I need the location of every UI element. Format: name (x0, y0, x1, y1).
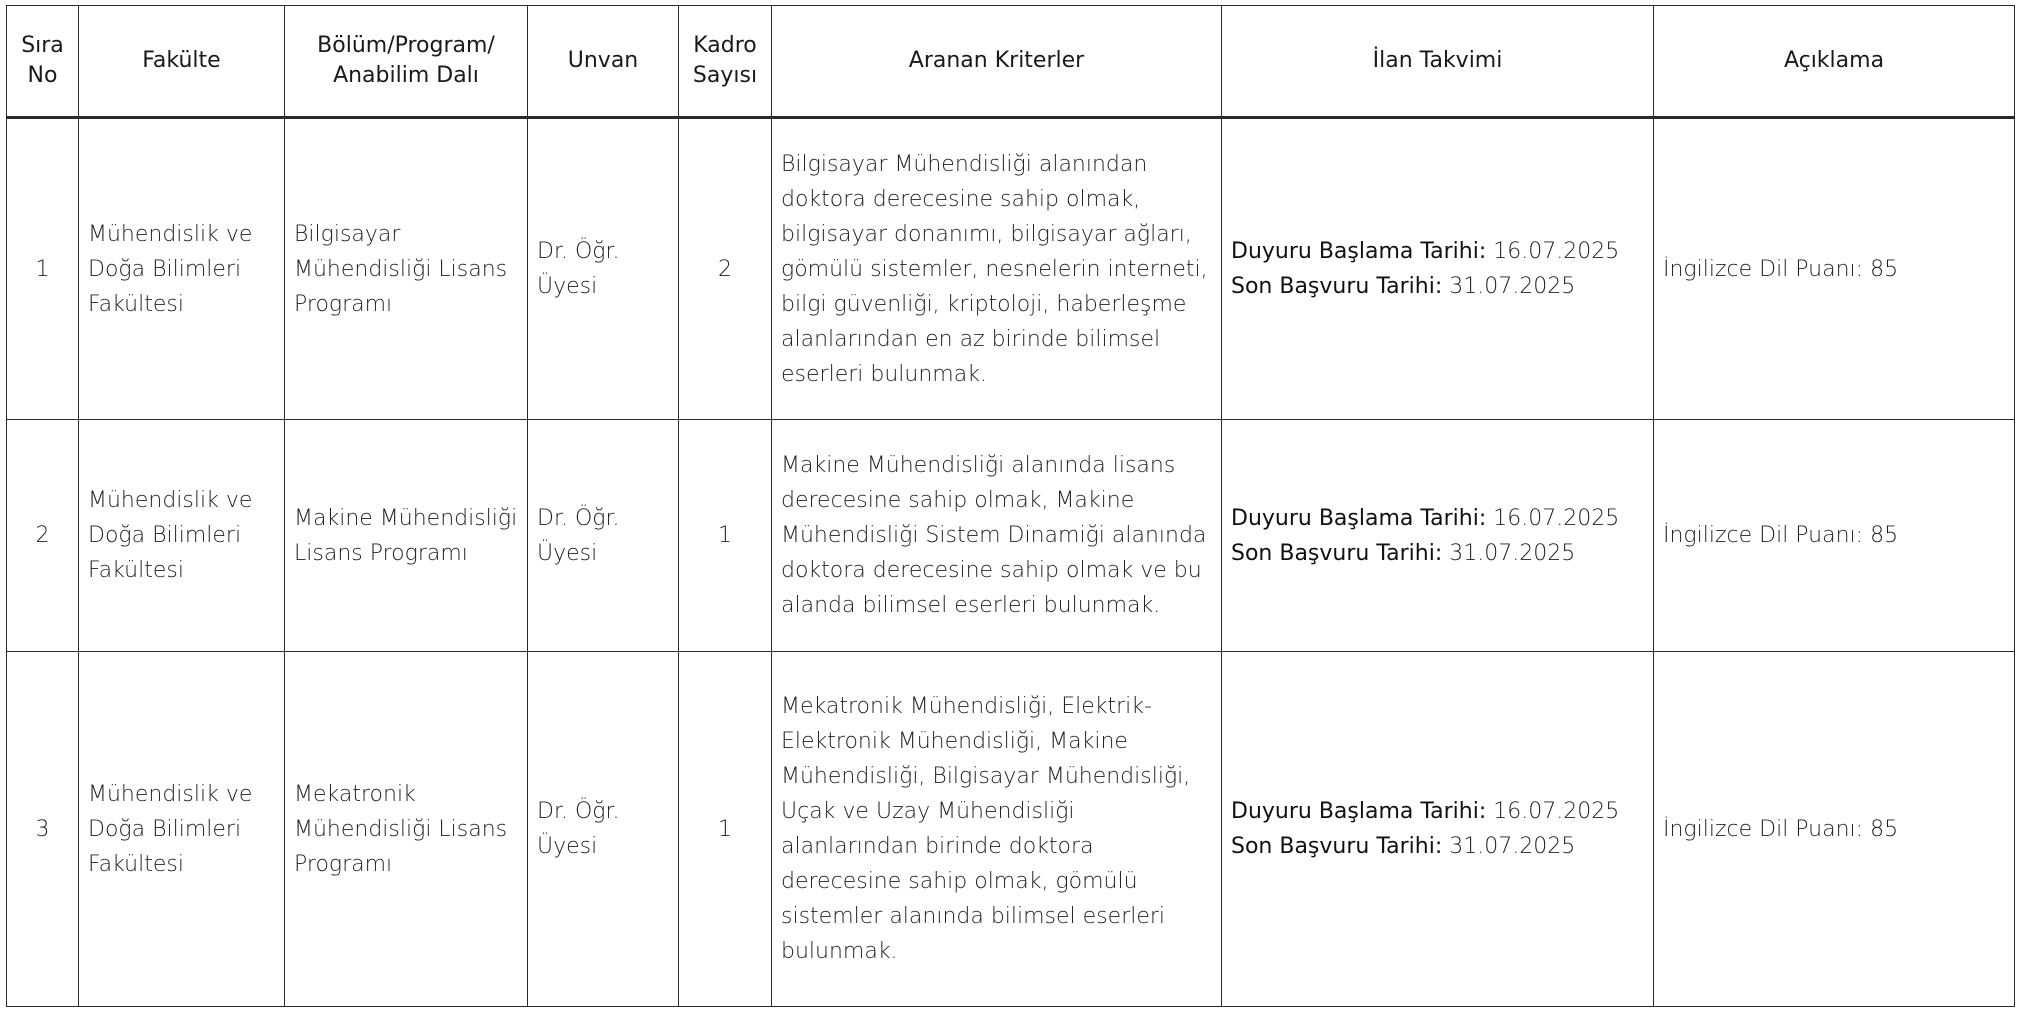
header-bolum: Bölüm/Program/ Anabilim Dalı (285, 6, 528, 118)
cell-kriterler: Mekatronik Mühendisliği, Elektrik-Elektronik Mühendisliği, Makine Mühendisliği, Bilgisayar Mühendisliği, Uçak ve Uzay Mühendisliği alanlarından birinde doktora derecesine sahip olmak, gömülü sistemler alanında bilimsel eserleri bulunmak. (772, 652, 1222, 1007)
cell-takvim (1222, 118, 1654, 420)
start-date-line: Duyuru Başlama Tarihi: 16.07.2025 (1231, 505, 1620, 531)
start-date-value: 16.07.2025 (1493, 239, 1620, 264)
start-date-line: Duyuru Başlama Tarihi: 16.07.2025 (1231, 799, 1620, 824)
end-date-value: 31.07.2025 (1449, 540, 1576, 566)
header-sira-no: Sıra No (7, 6, 79, 118)
table-header-row (7, 6, 2015, 118)
cell-bolum: Makine Mühendisliği Lisans Programı (285, 420, 528, 652)
end-date-line: Son Başvuru Tarihi: 31.07.2025 (1231, 540, 1576, 566)
position-listing-table (6, 5, 2015, 1007)
end-date-label: Son Başvuru Tarihi (1231, 274, 1435, 299)
cell-takvim (1222, 420, 1654, 652)
cell-unvan: Dr. Öğr. Üyesi (528, 420, 679, 652)
end-date-value: 31.07.2025 (1449, 274, 1576, 299)
cell-unvan: Dr. Öğr. Üyesi (528, 652, 679, 1007)
start-date-value: 16.07.2025 (1493, 505, 1620, 531)
table-row (7, 420, 2015, 652)
cell-kriterler: Bilgisayar Mühendisliği alanından doktora derecesine sahip olmak, bilgisayar donanımı, bilgisayar ağları, gömülü sistemler, nesnelerin interneti, bilgi güvenliği, kriptoloji, haberleşme alanlarından en az birinde bilimsel eserleri bulunmak. (772, 118, 1222, 420)
cell-takvim (1222, 652, 1654, 1007)
cell-fakulte: Mühendislik ve Doğa Bilimleri Fakültesi (79, 420, 285, 652)
header-kriterler: Aranan Kriterler (772, 6, 1222, 118)
cell-kadro: 1 (679, 420, 772, 652)
header-fakulte: Fakülte (79, 6, 285, 118)
cell-sira-no: 2 (7, 420, 79, 652)
start-date-label: Duyuru Başlama Tarihi (1231, 505, 1479, 531)
header-takvim: İlan Takvimi (1222, 6, 1654, 118)
header-aciklama: Açıklama (1654, 6, 2015, 118)
cell-fakulte: Mühendislik ve Doğa Bilimleri Fakültesi (79, 118, 285, 420)
cell-bolum: Mekatronik Mühendisliği Lisans Programı (285, 652, 528, 1007)
start-date-value: 16.07.2025 (1493, 799, 1620, 824)
table-row (7, 118, 2015, 420)
table-row (7, 652, 2015, 1007)
start-date-label: Duyuru Başlama Tarihi (1231, 239, 1479, 264)
start-date-label: Duyuru Başlama Tarihi (1231, 799, 1479, 824)
cell-bolum: Bilgisayar Mühendisliği Lisans Programı (285, 118, 528, 420)
cell-unvan: Dr. Öğr. Üyesi (528, 118, 679, 420)
cell-sira-no: 3 (7, 652, 79, 1007)
header-unvan: Unvan (528, 6, 679, 118)
cell-aciklama: İngilizce Dil Puanı: 85 (1654, 652, 2015, 1007)
end-date-line: Son Başvuru Tarihi: 31.07.2025 (1231, 274, 1576, 299)
end-date-line: Son Başvuru Tarihi: 31.07.2025 (1231, 834, 1576, 859)
cell-fakulte: Mühendislik ve Doğa Bilimleri Fakültesi (79, 652, 285, 1007)
end-date-label: Son Başvuru Tarihi (1231, 834, 1435, 859)
cell-kadro: 2 (679, 118, 772, 420)
cell-sira-no: 1 (7, 118, 79, 420)
cell-aciklama: İngilizce Dil Puanı: 85 (1654, 420, 2015, 652)
end-date-value: 31.07.2025 (1449, 834, 1576, 859)
header-kadro: Kadro Sayısı (679, 6, 772, 118)
start-date-line: Duyuru Başlama Tarihi: 16.07.2025 (1231, 239, 1620, 264)
end-date-label: Son Başvuru Tarihi (1231, 540, 1435, 566)
cell-kadro: 1 (679, 652, 772, 1007)
cell-aciklama: İngilizce Dil Puanı: 85 (1654, 118, 2015, 420)
cell-kriterler: Makine Mühendisliği alanında lisans derecesine sahip olmak, Makine Mühendisliği Sistem Dinamiği alanında doktora derecesine sahip olmak ve bu alanda bilimsel eserleri bulunmak. (772, 420, 1222, 652)
